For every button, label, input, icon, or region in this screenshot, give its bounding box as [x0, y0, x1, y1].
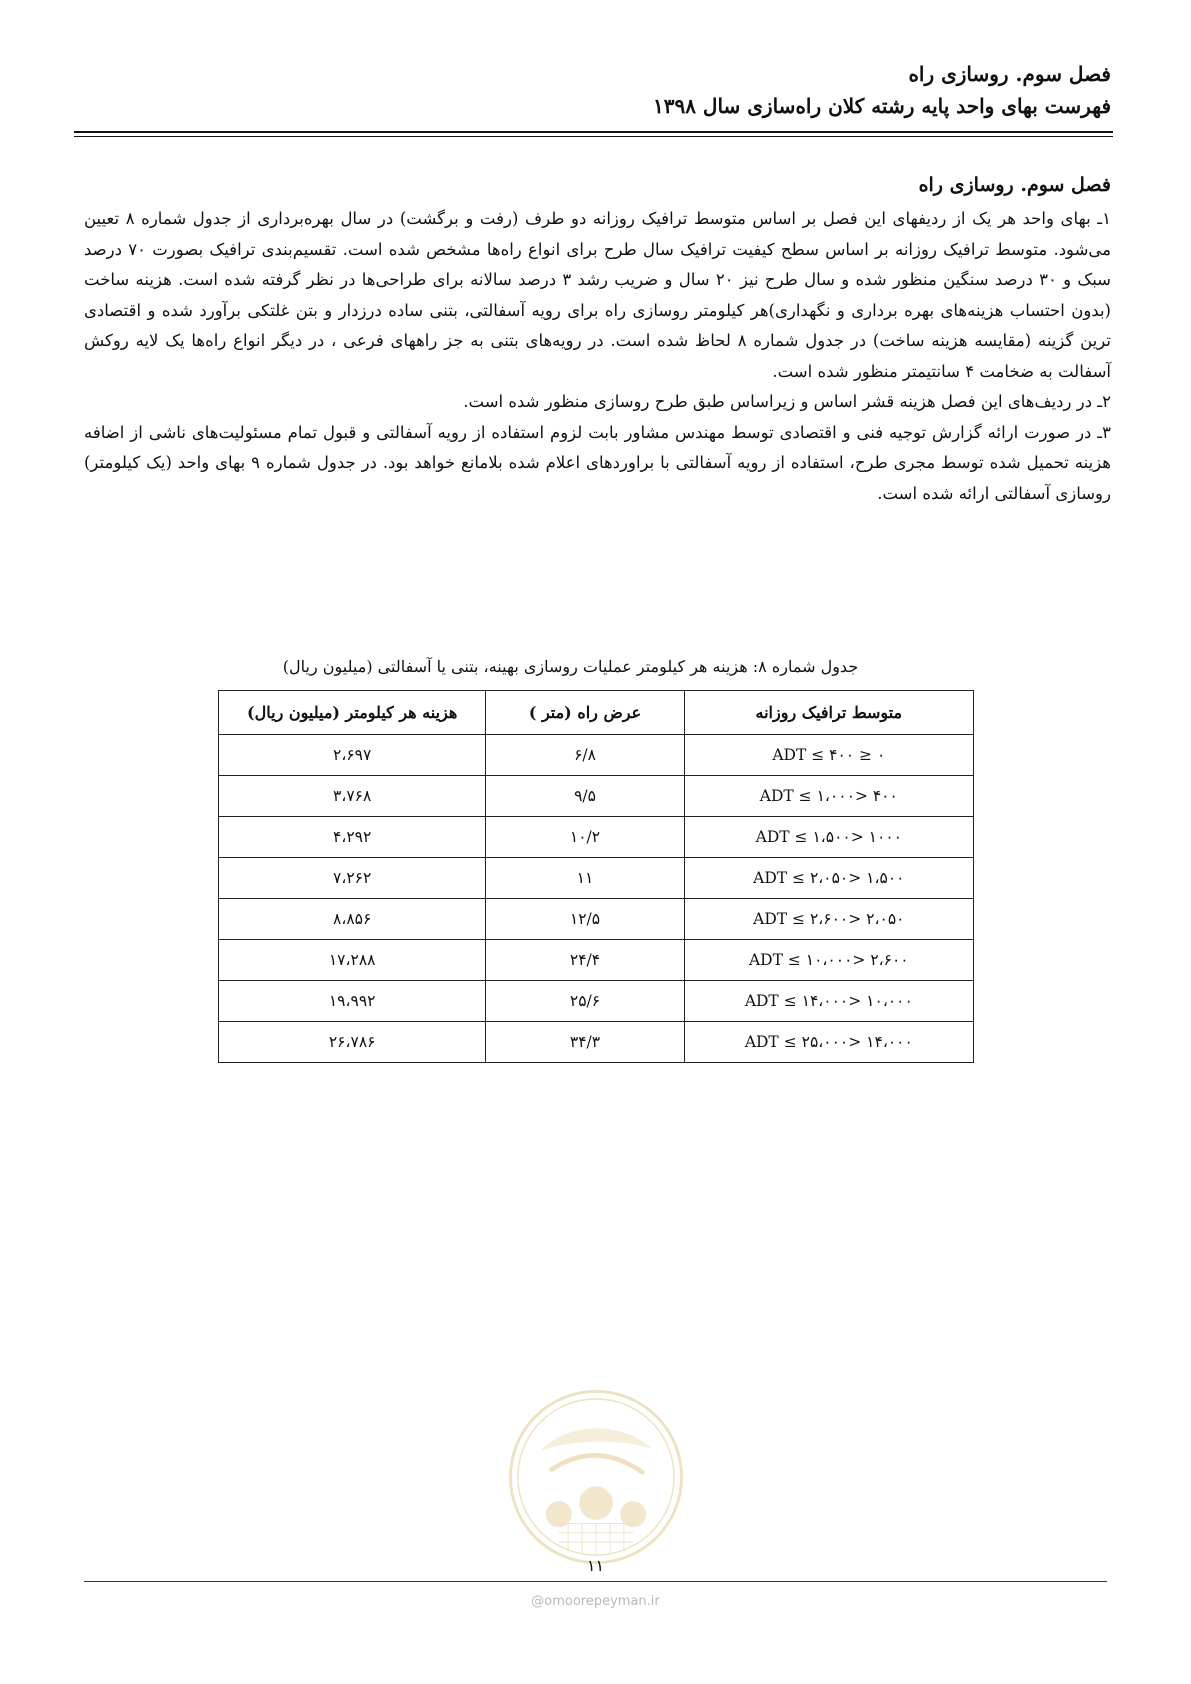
cell-traffic: ۲،۶۰۰ <ADT ≤ ۱۰،۰۰۰	[684, 940, 973, 981]
table-row	[219, 940, 974, 981]
cell-width: ۶/۸	[486, 735, 684, 776]
header-road-width: عرض راه (متر )	[486, 691, 684, 735]
table-row	[219, 899, 974, 940]
header-rule-thin	[74, 136, 1113, 137]
table-row	[219, 776, 974, 817]
cell-width: ۳۴/۳	[486, 1022, 684, 1063]
paragraph-2: ۲ـ در ردیف‌های این فصل هزینه قشر اساس و زیراساس طبق طرح روسازی منظور شده است.	[463, 392, 1111, 411]
page-number: ۱۱	[586, 1556, 605, 1575]
cell-width: ۲۴/۴	[486, 940, 684, 981]
table-header-row	[219, 691, 974, 735]
header-rule-thick	[74, 131, 1113, 133]
cell-width: ۱۰/۲	[486, 817, 684, 858]
page-header	[76, 58, 1111, 122]
watermark-logo-icon	[503, 1384, 689, 1570]
cell-width: ۱۱	[486, 858, 684, 899]
paragraph-3: ۳ـ در صورت ارائه گزارش توجیه فنی و اقتصادی توسط مهندس مشاور بابت لزوم استفاده از رویه آسفالتی و قبول تمام مسئولیت‌های ناشی از اضافه هزینه تحمیل شده توسط مجری طرح، استفاده از رویه آسفالتی با براوردهای اعلام شده بلامانع خواهد بود. در جدول شماره ۹ بهای واحد (یک کیلومتر) روسازی آسفالتی ارائه شده است.	[84, 422, 1111, 503]
cell-traffic: ۲،۰۵۰ <ADT ≤ ۲،۶۰۰	[684, 899, 973, 940]
cell-cost: ۳،۷۶۸	[219, 776, 486, 817]
cell-traffic: ۱۴،۰۰۰ <ADT ≤ ۲۵،۰۰۰	[684, 1022, 973, 1063]
table-caption: جدول شماره ۸: هزینه هر کیلومتر عملیات روسازی بهینه، بتنی یا آسفالتی (میلیون ریال)	[282, 657, 859, 676]
footer-rule	[84, 1581, 1107, 1582]
cost-table	[218, 690, 974, 1063]
cell-cost: ۸،۸۵۶	[219, 899, 486, 940]
table-row	[219, 735, 974, 776]
table-row	[219, 981, 974, 1022]
cell-traffic: ۴۰۰ <ADT ≤ ۱،۰۰۰	[684, 776, 973, 817]
cell-traffic: ۰ ≤ ADT ≤ ۴۰۰	[684, 735, 973, 776]
paragraph-1: ۱ـ بهای واحد هر یک از ردیفهای این فصل بر اساس متوسط ترافیک روزانه دو طرف (رفت و برگشت) در سال بهره‌برداری از جدول شماره ۸ تعیین می‌شود. متوسط ترافیک روزانه بر اساس سطح کیفیت ترافیک سال طرح برای انواع راه‌ها مشخص شده است. تقسیم‌بندی ترافیک بصورت ۷۰ درصد سبک و ۳۰ درصد سنگین منظور شده و سال طرح نیز ۲۰ سال و ضریب رشد ۳ درصد سالانه برای طراحی‌ها در نظر گرفته شده است. هزینه ساخت (بدون احتساب هزینه‌های بهره برداری و نگهداری)هر کیلومتر روسازی راه برای رویه آسفالتی، بتنی ساده درزدار و بتن غلتکی برآورد شده و اقتصادی ترین گزینه (مقایسه هزینه ساخت) در جدول شماره ۸ لحاظ شده است. در رویه‌های بتنی به جز راههای فرعی ، در دیگر انواع راه‌ها یک لایه روکش آسفالت به ضخامت ۴ سانتیمتر منظور شده است.	[84, 209, 1111, 381]
table-row	[219, 817, 974, 858]
table-row	[219, 1022, 974, 1063]
section-body	[84, 170, 1111, 509]
table-row	[219, 858, 974, 899]
cell-cost: ۱۹،۹۹۲	[219, 981, 486, 1022]
cell-traffic: ۱۰۰۰ <ADT ≤ ۱،۵۰۰	[684, 817, 973, 858]
cell-cost: ۲،۶۹۷	[219, 735, 486, 776]
header-chapter-title: فصل سوم. روسازی راه	[908, 62, 1111, 86]
header-document-title: فهرست بهای واحد پایه رشته کلان راه‌سازی سال ۱۳۹۸	[653, 94, 1111, 118]
cell-width: ۱۲/۵	[486, 899, 684, 940]
watermark-url: @omoorepeyman.ir	[531, 1594, 660, 1609]
cell-cost: ۱۷،۲۸۸	[219, 940, 486, 981]
cell-cost: ۷،۲۶۲	[219, 858, 486, 899]
cell-traffic: ۱،۵۰۰ <ADT ≤ ۲،۰۵۰	[684, 858, 973, 899]
cell-width: ۹/۵	[486, 776, 684, 817]
cell-traffic: ۱۰،۰۰۰ <ADT ≤ ۱۴،۰۰۰	[684, 981, 973, 1022]
header-traffic: متوسط ترافیک روزانه	[684, 691, 973, 735]
cell-cost: ۴،۲۹۲	[219, 817, 486, 858]
cell-width: ۲۵/۶	[486, 981, 684, 1022]
cell-cost: ۲۶،۷۸۶	[219, 1022, 486, 1063]
section-title: فصل سوم. روسازی راه	[918, 174, 1111, 196]
header-cost-per-km: هزینه هر کیلومتر (میلیون ریال)	[219, 691, 486, 735]
